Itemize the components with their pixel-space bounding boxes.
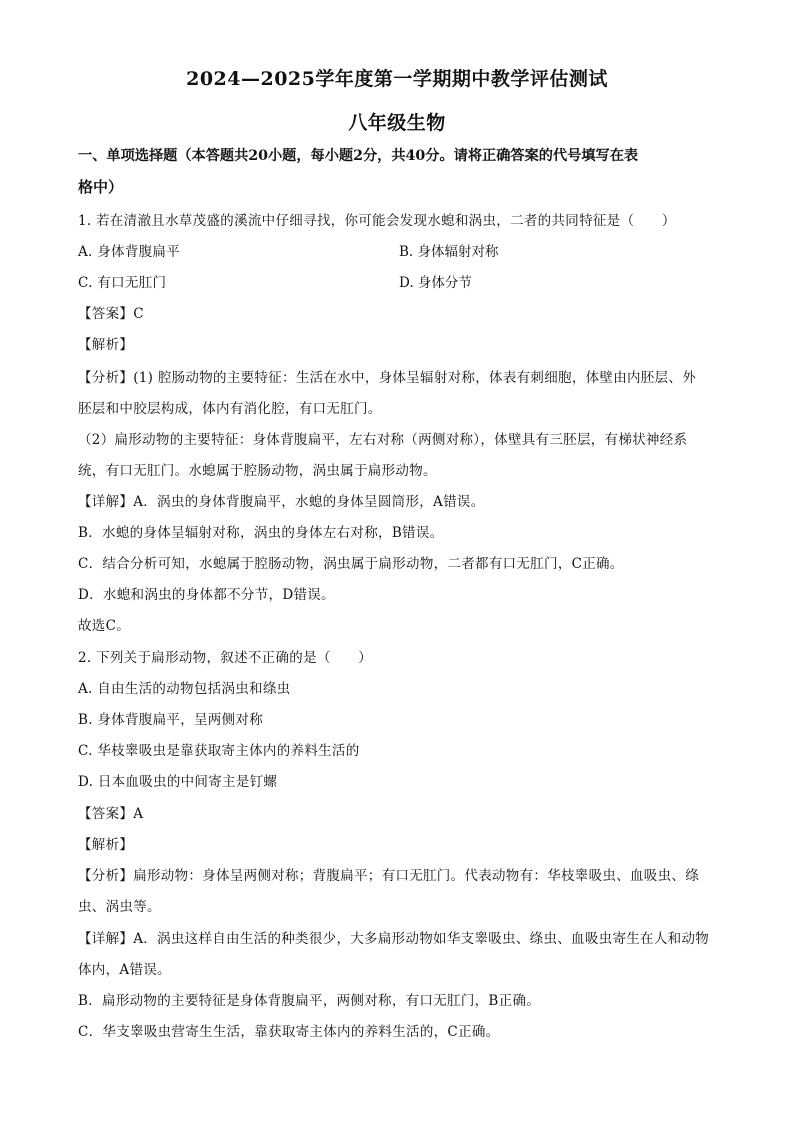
q2-fenxi-line2: 虫、涡虫等。 (78, 899, 161, 915)
q1-fenxi-line4: 统，有口无肛门。水螅属于腔肠动物，涡虫属于扁形动物。 (78, 463, 437, 479)
q1-detail-line4: D．水螅和涡虫的身体都不分节，D错误。 (78, 587, 335, 603)
q2-analysis-label: 【解析】 (78, 837, 134, 853)
q2-detail-line2: 体内，A错误。 (78, 962, 171, 978)
q2-detail-line1: 【详解】A．涡虫这样自由生活的种类很少，大多扁形动物如华支睾吸虫、绦虫、血吸虫寄生在人和动物 (78, 931, 710, 947)
q2-option-b: B. 身体背腹扁平，呈两侧对称 (78, 712, 264, 728)
q1-stem: 1. 若在清澈且水草茂盛的溪流中仔细寻找，你可能会发现水螅和涡虫，二者的共同特征是（ ） (78, 213, 676, 229)
q2-detail-line4: C．华支睾吸虫营寄生生活，靠获取寄主体内的养料生活的，C正确。 (78, 1024, 500, 1040)
q2-stem: 2. 下列关于扁形动物，叙述不正确的是（ ） (78, 650, 373, 666)
q2-option-d: D. 日本血吸虫的中间寄主是钉螺 (78, 774, 278, 790)
q1-answer: 【答案】C (78, 306, 144, 322)
exam-subtitle: 八年级生物 (348, 112, 446, 134)
q1-option-b: B. 身体辐射对称 (399, 244, 499, 260)
q2-option-c: C. 华枝睾吸虫是靠获取寄主体内的养料生活的 (78, 743, 360, 759)
q1-analysis-label: 【解析】 (78, 337, 134, 353)
q1-detail-line1: 【详解】A．涡虫的身体背腹扁平，水螅的身体呈圆筒形，A错误。 (78, 494, 485, 510)
exam-title: 2024—2025学年度第一学期期中教学评估测试 (186, 68, 608, 90)
q2-answer: 【答案】A (78, 806, 144, 822)
q1-conclusion: 故选C。 (78, 618, 131, 634)
q1-fenxi-line2: 胚层和中胶层构成，体内有消化腔，有口无肛门。 (78, 401, 382, 417)
q1-detail-line3: C．结合分析可知，水螅属于腔肠动物，涡虫属于扁形动物，二者都有口无肛门，C正确。 (78, 556, 624, 572)
q1-option-a: A. 身体背腹扁平 (78, 244, 181, 260)
q2-option-a: A. 自由生活的动物包括涡虫和绦虫 (78, 681, 291, 697)
q1-option-d: D. 身体分节 (399, 275, 472, 291)
q1-detail-line2: B．水螅的身体呈辐射对称，涡虫的身体左右对称，B错误。 (78, 525, 444, 541)
section-heading-line1: 一、单项选择题（本答题共20小题，每小题2分，共40分。请将正确答案的代号填写在表 (78, 148, 639, 164)
q2-detail-line3: B．扁形动物的主要特征是身体背腹扁平，两侧对称，有口无肛门，B正确。 (78, 993, 541, 1009)
q2-fenxi-line1: 【分析】扁形动物：身体呈两侧对称；背腹扁平；有口无肛门。代表动物有：华枝睾吸虫、血吸虫、绦 (78, 868, 699, 884)
section-heading-line2: 格中） (78, 178, 124, 196)
q1-option-c: C. 有口无肛门 (78, 275, 167, 291)
q1-fenxi-line3: （2）扁形动物的主要特征：身体背腹扁平，左右对称（两侧对称），体壁具有三胚层，有梯状神经系 (78, 432, 688, 448)
q1-fenxi-line1: 【分析】(1) 腔肠动物的主要特征：生活在水中，身体呈辐射对称，体表有刺细胞，体壁由内胚层、外 (78, 370, 697, 386)
